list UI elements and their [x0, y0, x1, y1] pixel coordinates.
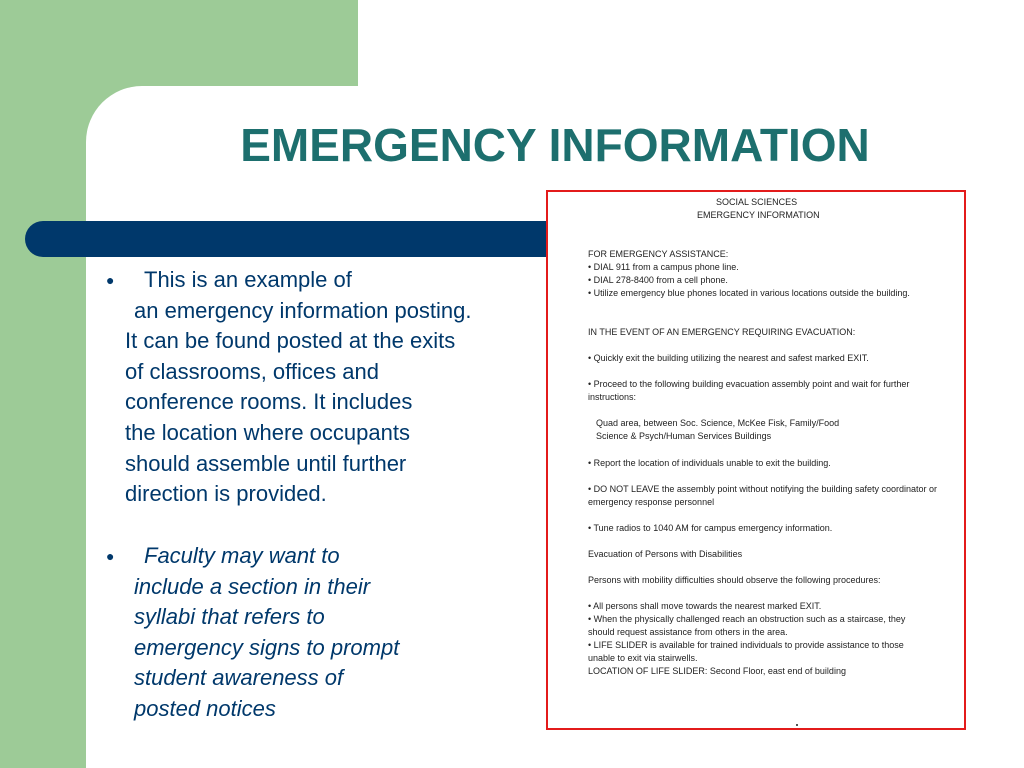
doc-line: • Report the location of individuals unable to exit the building.: [588, 458, 831, 468]
bullet-1-line: an emergency information posting.: [134, 297, 472, 323]
doc-line: Quad area, between Soc. Science, McKee Fisk, Family/Food: [596, 418, 840, 428]
bullet-2-line: posted notices: [134, 696, 276, 721]
title-divider-bar: [25, 221, 625, 257]
doc-line: instructions:: [588, 392, 637, 402]
doc-line: FOR EMERGENCY ASSISTANCE:: [588, 249, 729, 259]
bullet-1-line: of classrooms, offices and: [125, 358, 379, 384]
bullet-1-line: the location where occupants: [125, 420, 410, 445]
slide-title: EMERGENCY INFORMATION: [240, 119, 870, 171]
doc-line: • Utilize emergency blue phones located in various locations outside the building.: [588, 288, 910, 298]
doc-line: • DIAL 911 from a campus phone line.: [588, 262, 739, 272]
bullet-2-marker: ●: [106, 548, 115, 564]
doc-line: • DIAL 278-8400 from a cell phone.: [588, 275, 728, 285]
scan-speck: [796, 724, 798, 726]
bullet-2-line: student awareness of: [134, 665, 344, 691]
bullet-1-marker: ●: [106, 272, 115, 288]
doc-line: Persons with mobility difficulties should observe the following procedures:: [588, 575, 881, 585]
doc-line: • When the physically challenged reach an obstruction such as a staircase, they: [588, 614, 906, 624]
top-white-block: [358, 0, 1024, 86]
doc-line: IN THE EVENT OF AN EMERGENCY REQUIRING EVACUATION:: [588, 327, 856, 337]
doc-line: emergency response personnel: [588, 497, 715, 507]
doc-line: • All persons shall move towards the nearest marked EXIT.: [588, 601, 822, 611]
doc-line: Science & Psych/Human Services Buildings: [596, 431, 772, 441]
emergency-posting-image: [546, 190, 966, 730]
doc-line: should request assistance from others in the area.: [588, 627, 788, 637]
bullet-1-line: This is an example of: [144, 267, 352, 292]
doc-line: • DO NOT LEAVE the assembly point without notifying the building safety coordinator or: [588, 484, 937, 494]
doc-header-line: SOCIAL SCIENCES: [716, 197, 798, 207]
bullet-2-line: include a section in their: [134, 573, 371, 599]
doc-line: • Tune radios to 1040 AM for campus emergency information.: [588, 523, 833, 533]
doc-header-line: EMERGENCY INFORMATION: [697, 210, 820, 220]
doc-line: • Proceed to the following building evacuation assembly point and wait for further: [588, 379, 910, 389]
bullet-1-line: direction is provided.: [125, 481, 327, 507]
bullet-1-line: conference rooms. It includes: [125, 389, 413, 415]
bullet-2-line: syllabi that refers to: [134, 604, 325, 630]
bullet-2-line: emergency signs to prompt: [134, 634, 400, 660]
doc-line: • Quickly exit the building utilizing the nearest and safest marked EXIT.: [588, 353, 869, 363]
doc-line: unable to exit via stairwells.: [588, 653, 698, 663]
doc-line: LOCATION OF LIFE SLIDER: Second Floor, east end of building: [588, 666, 846, 676]
bullet-1-line: should assemble until further: [125, 450, 407, 476]
doc-line: Evacuation of Persons with Disabilities: [588, 549, 743, 559]
doc-line: • LIFE SLIDER is available for trained individuals to provide assistance to those: [588, 640, 904, 650]
bullet-1-line: It can be found posted at the exits: [125, 328, 456, 354]
bullet-2-line: Faculty may want to: [144, 543, 340, 568]
